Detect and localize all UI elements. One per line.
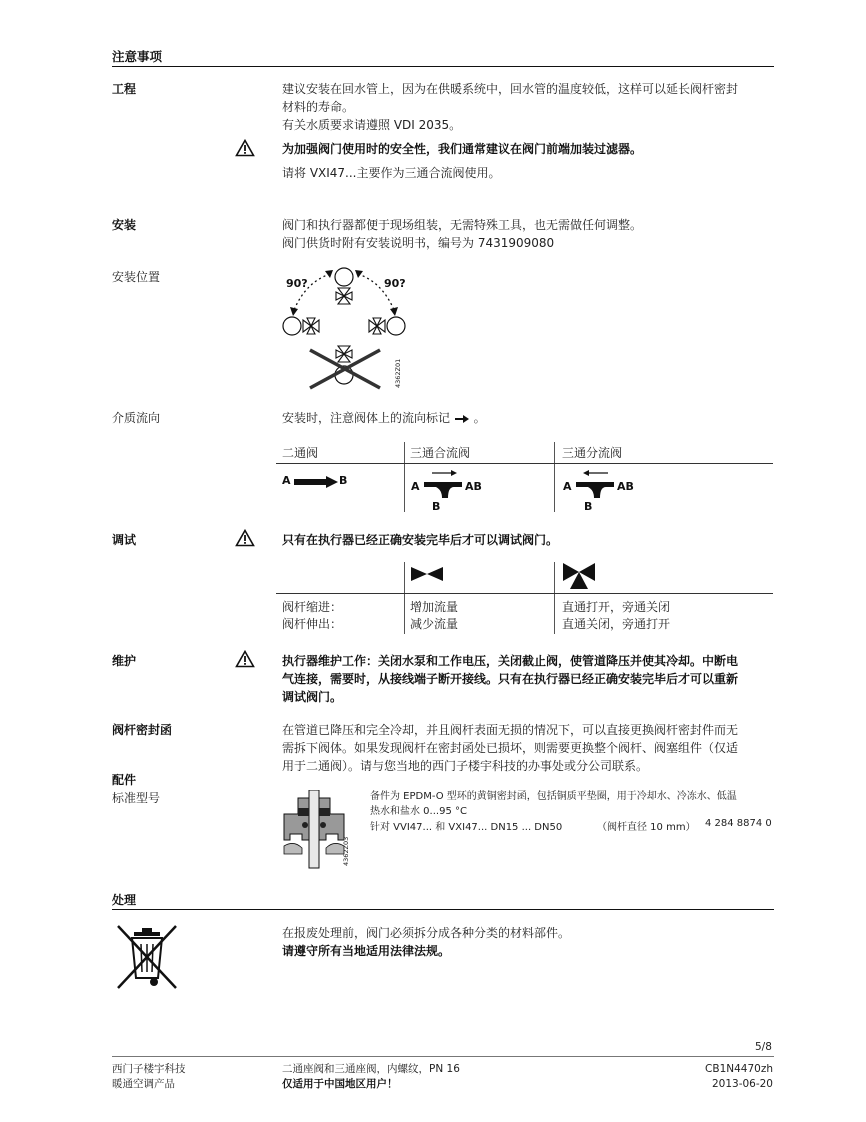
accessories-desc-line: 热水和盐水 0...95 °C xyxy=(370,806,467,817)
page-number: 5/8 xyxy=(755,1041,772,1053)
footer-company: 西门子楼宇科技 暖通空调产品 xyxy=(112,1063,186,1090)
maintenance-line: 气连接，需要时，从接线端子断开接线。只有在执行器已经正确安装完毕后才可以重新 xyxy=(282,672,739,686)
warning-icon xyxy=(235,529,255,547)
diverting-valve-symbol xyxy=(576,468,616,502)
engineering-note: 请将 VXI47...主要作为三通合流阀使用。 xyxy=(282,166,501,180)
stem-seal-drawing xyxy=(280,790,350,870)
maintenance-line: 调试阀门。 xyxy=(282,690,343,704)
accessories-part-number: 4 284 8874 0 xyxy=(705,818,772,829)
mixing-port-a: A xyxy=(411,480,420,493)
section-label-commissioning: 调试 xyxy=(112,533,137,547)
comm-action-extend: 阀杆伸出： xyxy=(282,617,343,631)
accessories-description xyxy=(370,789,770,819)
comm-two-way-retract: 增加流量 xyxy=(410,600,459,614)
diagram-code: 4362Z01 xyxy=(394,358,402,388)
flow-col-header-two-way: 二通阀 xyxy=(282,446,319,460)
flow-arrow-icon xyxy=(454,414,470,424)
maintenance-text xyxy=(282,652,772,706)
page-header-title: 注意事项 xyxy=(112,49,163,64)
warning-icon xyxy=(235,139,255,157)
header-rule xyxy=(112,66,774,67)
diverting-port-b: B xyxy=(584,500,593,513)
footer-product: 二通座阀和三通座阀，内螺纹，PN 16 仅适用于中国地区用户！ xyxy=(282,1063,460,1090)
two-way-valve-symbol xyxy=(410,566,444,582)
three-way-valve-symbol xyxy=(562,562,596,590)
drawing-code: 4362Z03 xyxy=(342,836,350,866)
stem-seal-text xyxy=(282,721,772,775)
section-label-maintenance: 维护 xyxy=(112,654,137,668)
stem-seal-line: 用于二通阀）。请与您当地的西门子楼宇科技的办事处或分公司联系。 xyxy=(282,759,649,773)
mixing-valve-symbol xyxy=(424,468,464,502)
maintenance-line: 执行器维护工作：关闭水泵和工作电压，关闭截止阀，使管道降压并使其冷却。中断电 xyxy=(282,654,739,668)
flow-col-divider xyxy=(554,442,555,512)
two-way-port-a: A xyxy=(282,474,291,487)
section-label-installation: 安装 xyxy=(112,218,137,232)
engineering-line: 有关水质要求请遵照 VDI 2035。 xyxy=(282,118,462,132)
diverting-port-ab: AB xyxy=(617,480,634,493)
engineering-line: 建议安装在回水管上，因为在供暖系统中，回水管的温度较低，这样可以延长阀杆密封 xyxy=(282,82,739,96)
angle-label-left: 90? xyxy=(286,277,308,290)
two-way-port-b: B xyxy=(339,474,348,487)
engineering-text xyxy=(282,80,772,134)
comm-three-way-retract: 直通打开，旁通关闭 xyxy=(562,600,671,614)
mixing-port-ab: AB xyxy=(465,480,482,493)
section-label-mounting: 安装位置 xyxy=(112,270,161,284)
comm-col-divider xyxy=(554,562,555,634)
installation-text xyxy=(282,216,772,252)
accessories-desc-line: 备件为 EPDM-O 型环的黄铜密封函，包括铜质平垫圈，用于冷却水、冷冻水、低温 xyxy=(370,791,737,802)
section-label-accessories: 配件 xyxy=(112,773,137,787)
accessories-sublabel: 标准型号 xyxy=(112,791,161,805)
footer-rule xyxy=(112,1056,774,1057)
comm-col-divider xyxy=(404,562,405,634)
section-label-stem-seal: 阀杆密封函 xyxy=(112,723,173,737)
stem-seal-line: 需拆下阀体。如果发现阀杆在密封函处已损坏，则需要更换整个阀杆、阀塞组件（仅适 xyxy=(282,741,739,755)
accessories-for: 针对 VVI47... 和 VXI47... DN15 ... DN50 xyxy=(370,822,563,833)
warning-icon xyxy=(235,650,255,668)
disposal-rule xyxy=(112,909,774,910)
mixing-port-b: B xyxy=(432,500,441,513)
disposal-line-2: 请遵守所有当地适用法律法规。 xyxy=(282,944,451,958)
engineering-line: 材料的寿命。 xyxy=(282,100,355,114)
installation-line: 阀门供货时附有安装说明书，编号为 7431909080 xyxy=(282,236,555,250)
weee-bin-icon xyxy=(112,922,182,992)
angle-label-right: 90? xyxy=(384,277,406,290)
installation-line: 阀门和执行器都便于现场组装，无需特殊工具，也无需做任何调整。 xyxy=(282,218,643,232)
comm-table-rule xyxy=(276,593,773,594)
comm-three-way-extend: 直通关闭，旁通打开 xyxy=(562,617,671,631)
flow-col-header-diverting: 三通分流阀 xyxy=(562,446,623,460)
accessories-stem: （阀杆直径 10 mm） xyxy=(597,822,696,833)
engineering-warning: 为加强阀门使用时的安全性，我们通常建议在阀门前端加装过滤器。 xyxy=(282,142,643,156)
two-way-flow-arrow xyxy=(294,476,338,488)
disposal-line-1: 在报废处理前，阀门必须拆分成各种分类的材料部件。 xyxy=(282,926,571,940)
section-label-engineering: 工程 xyxy=(112,82,137,96)
flow-table-rule xyxy=(276,463,773,464)
flow-text: 安装时，注意阀体上的流向标记 。 xyxy=(282,411,486,425)
flow-col-divider xyxy=(404,442,405,512)
comm-two-way-extend: 减少流量 xyxy=(410,617,459,631)
commissioning-warning: 只有在执行器已经正确安装完毕后才可以调试阀门。 xyxy=(282,533,559,547)
section-label-flow: 介质流向 xyxy=(112,411,161,425)
diverting-port-a: A xyxy=(563,480,572,493)
section-label-disposal: 处理 xyxy=(112,893,137,907)
stem-seal-line: 在管道已降压和完全冷却，并且阀杆表面无损的情况下，可以直接更换阀杆密封件而无 xyxy=(282,723,739,737)
comm-action-retract: 阀杆缩进： xyxy=(282,600,343,614)
footer-doc: CB1N4470zh 2013-06-20 xyxy=(705,1063,773,1090)
flow-col-header-mixing: 三通合流阀 xyxy=(410,446,471,460)
